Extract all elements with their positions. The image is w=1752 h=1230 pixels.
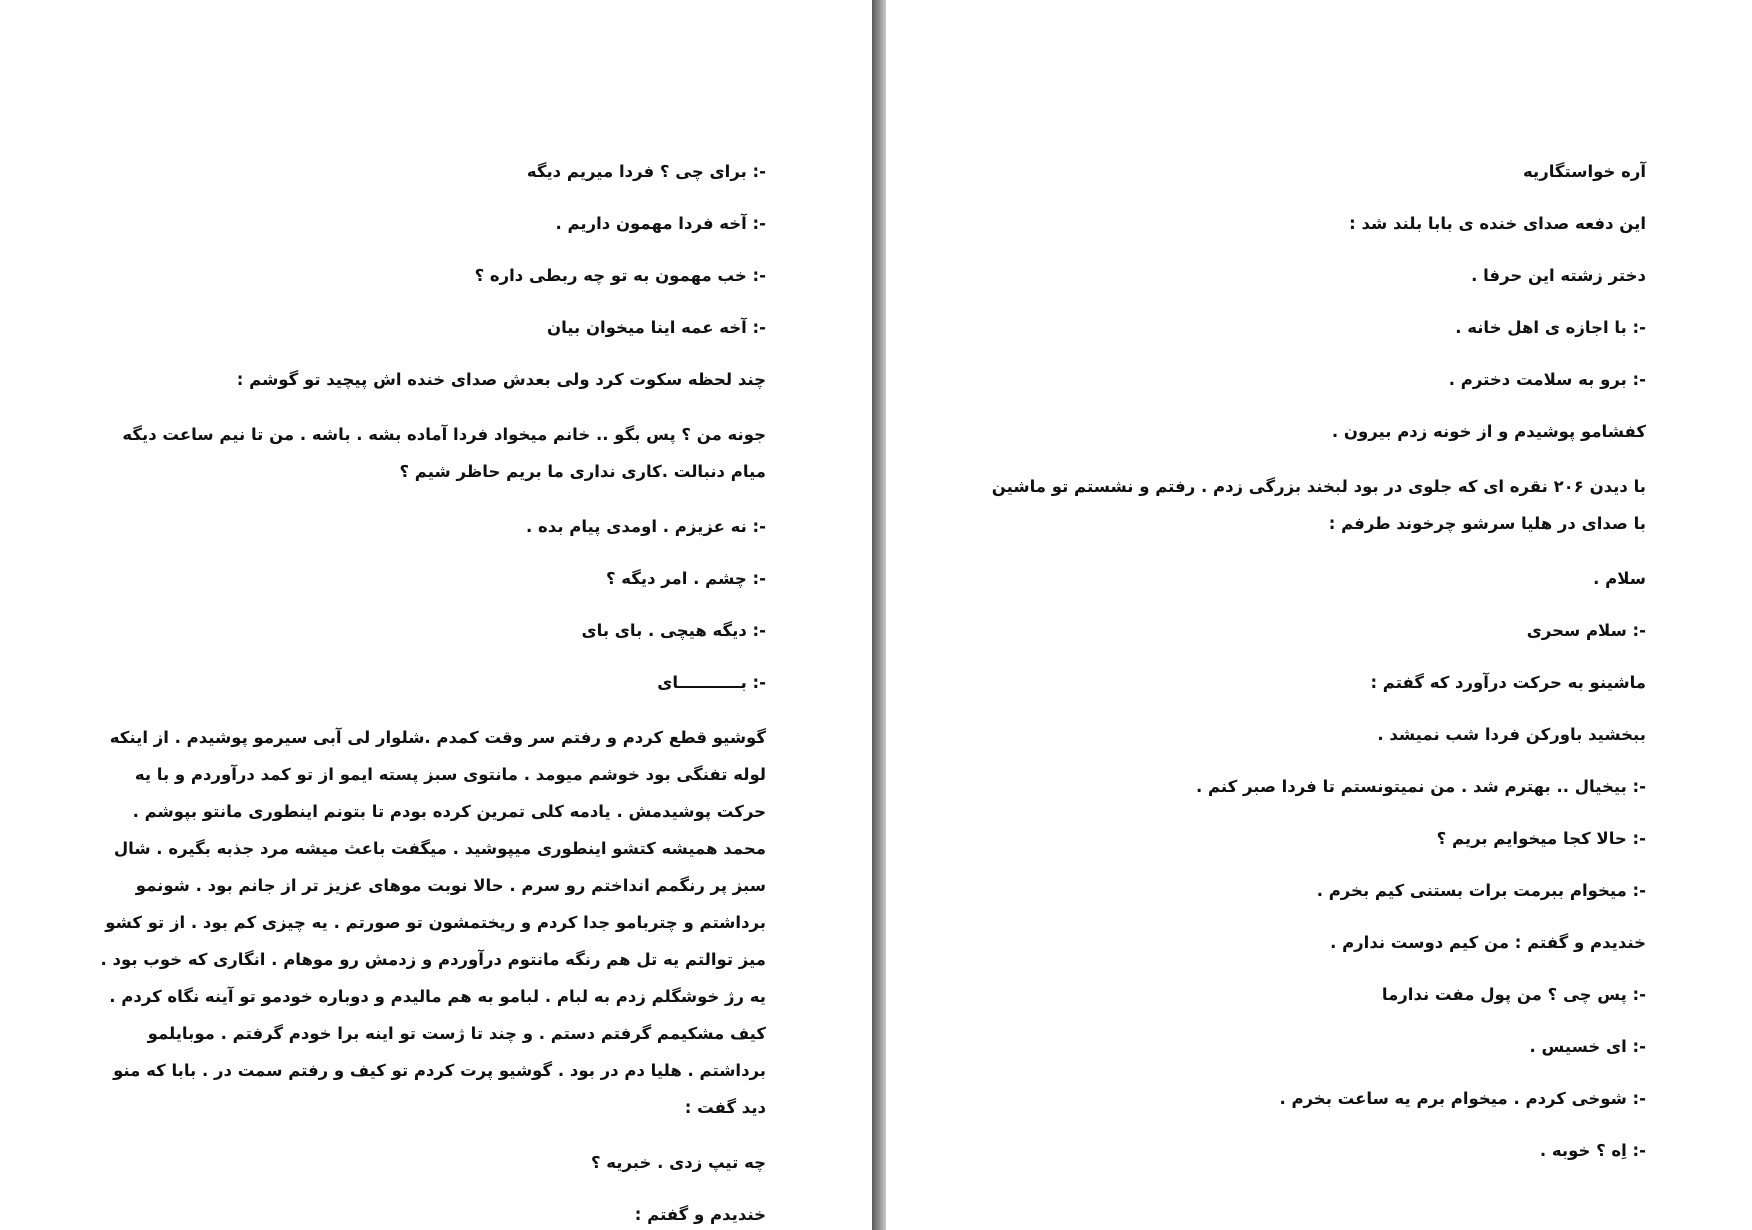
- paragraph: سلام .: [1593, 569, 1646, 588]
- paragraph: -: با اجازه ی اهل خانه .: [1455, 318, 1646, 337]
- paragraph: کفشامو پوشیدم و از خونه زدم بیرون .: [1331, 422, 1646, 441]
- paragraph: -: دیگه هیچی . بای بای: [581, 621, 766, 640]
- paragraph: -: آخه فردا مهمون داریم .: [555, 214, 766, 233]
- paragraph: -: پس چی ؟ من پول مفت ندارما: [1381, 985, 1646, 1004]
- paragraph: ببخشید باورکن فردا شب نمیشد .: [1377, 725, 1646, 744]
- paragraph: -: بیخیال .. بهترم شد . من نمیتونستم تا فردا صبر کنم .: [1195, 777, 1646, 796]
- paragraph: -: میخوام ببرمت برات بستنی کیم بخرم .: [1316, 881, 1646, 900]
- page-gutter: [872, 0, 886, 1230]
- paragraph: -: بـــــــــــای: [657, 673, 766, 692]
- paragraph: -: برو به سلامت دخترم .: [1448, 370, 1646, 389]
- paragraph: ماشینو به حرکت درآورد که گفتم :: [1370, 673, 1646, 692]
- paragraph: -: برای چی ؟ فردا میریم دیگه: [526, 162, 766, 181]
- paragraph: -: حالا کجا میخوایم بریم ؟: [1436, 829, 1646, 848]
- paragraph: گوشیو قطع کردم و رفتم سر وقت کمدم .شلوار لی آبی سیرمو پوشیدم . از اینکه لوله تفنگی بود خوشم میومد . مانتوی سبز پسته ایمو از تو کمد درآوردم و با یه حرکت پوشیدمش . یادمه کلی تمرین کرده بودم تا بتونم اینطوری مانتو بپوشم . محمد همیشه کتشو اینطوری میپوشید . میگفت باعث میشه مرد جذبه بگیره . شال سبز پر رنگمم انداختم رو سرم . حالا نوبت موهای عزیز تر از جانم بود . شونمو برداشتم و چتربامو جدا کردم و ریختمشون تو صورتم . یه چیزی کم بود . از تو کشو میز توالتم یه تل هم رنگه مانتوم درآوردم و زدمش رو موهام . انگاری که خوب بود . یه رژ خوشگلم زدم به لبام . لبامو به هم مالیدم و دوباره خودمو تو آینه نگاه کردم . کیف مشکیمم گرفتم دستم . و چند تا ژست تو اینه برا خودم گرفتم . موبایلمو برداشتم . هلیا دم در بود . گوشیو پرت کردم تو کیف و رفتم سمت در . بابا که منو دید گفت :: [100, 728, 766, 1117]
- paragraph: -: نه عزیزم . اومدی پیام بده .: [526, 517, 766, 536]
- paragraph: جونه من ؟ پس بگو .. خانم میخواد فردا آماده بشه . باشه . من تا نیم ساعت دیگه میام دنبالت .کاری نداری ما بریم حاظر شیم ؟: [122, 425, 766, 481]
- paragraph: خندیدم و گفتم : من کیم دوست ندارم .: [1330, 933, 1646, 952]
- paragraph: -: سلام سحری: [1526, 621, 1646, 640]
- paragraph: این دفعه صدای خنده ی بابا بلند شد :: [1349, 214, 1646, 233]
- paragraph: -: شوخی کردم . میخوام برم یه ساعت بخرم .: [1279, 1089, 1646, 1108]
- paragraph: دختر زشته این حرفا .: [1471, 266, 1646, 285]
- paragraph: -: آخه عمه اینا میخوان بیان: [547, 318, 766, 337]
- page-right-text: [976, 156, 1646, 1187]
- page-left: [0, 0, 872, 1230]
- paragraph: چند لحظه سکوت کرد ولی بعدش صدای خنده اش پیچید تو گوشم :: [236, 370, 766, 389]
- paragraph: -: چشم . امر دیگه ؟: [605, 569, 766, 588]
- paragraph: خندیدم و گفتم :: [634, 1205, 766, 1224]
- paragraph: چه تیپ زدی . خبریه ؟: [590, 1153, 766, 1172]
- paragraph: با دیدن ۲۰۶ نقره ای که جلوی در بود لبخند بزرگی زدم . رفتم و نشستم تو ماشین با صدای در هلیا سرشو چرخوند طرفم :: [991, 477, 1646, 533]
- paragraph: -: اِه ؟ خوبه .: [1539, 1141, 1646, 1160]
- paragraph: آره خواستگاریه: [1523, 162, 1646, 181]
- page-right: [886, 0, 1752, 1230]
- paragraph: -: خب مهمون به تو چه ربطی داره ؟: [474, 266, 766, 285]
- paragraph: -: ای خسیس .: [1529, 1037, 1646, 1056]
- page-left-text: [96, 156, 766, 1230]
